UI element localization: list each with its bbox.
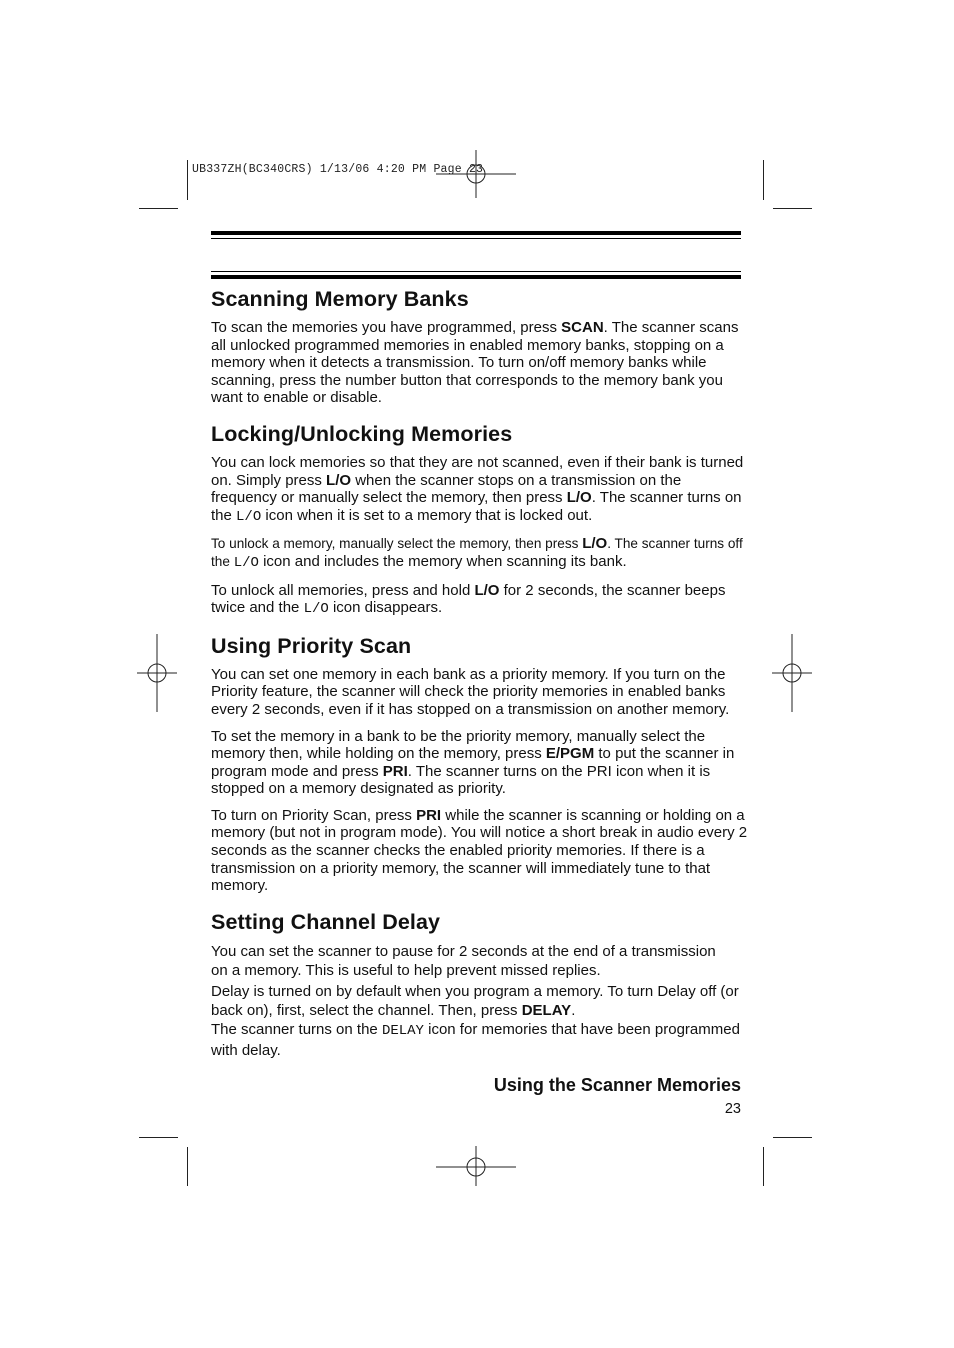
section-locking-unlocking-memories xyxy=(211,422,751,619)
section-heading: Scanning Memory Banks xyxy=(211,287,469,311)
section-scanning-memory-banks xyxy=(211,287,751,407)
registration-mark-left-icon xyxy=(137,634,177,712)
crop-mark-top-right-h xyxy=(773,208,812,209)
crop-mark-bottom-right-v xyxy=(763,1147,764,1186)
section-heading: Locking/Unlocking Memories xyxy=(211,421,513,446)
section-setting-channel-delay xyxy=(211,910,751,1060)
registration-mark-top-icon xyxy=(436,150,516,198)
section-heading: Setting Channel Delay xyxy=(211,909,441,934)
header-rule-top-thin xyxy=(211,238,741,239)
section-heading: Using Priority Scan xyxy=(211,633,412,658)
registration-mark-right-icon xyxy=(772,634,812,712)
paragraph: You can set one memory in each bank as a priority memory. If you turn on the Priority feature, the scanner will check the priority memories in enabled banks every 2 seconds, even if it has stopped on a transmission on another memory. xyxy=(211,665,730,718)
paragraph: To unlock all memories, press and hold L/O for 2 seconds, the scanner beeps twice and the L/O icon disappears. xyxy=(211,581,726,618)
chapter-footer-title: Using the Scanner Memories xyxy=(493,1075,741,1095)
crop-mark-bottom-right-h xyxy=(773,1137,812,1138)
section-using-priority-scan xyxy=(211,634,751,895)
crop-mark-top-left-v xyxy=(187,160,188,200)
paragraph: Delay is turned on by default when you program a memory. To turn Delay off (or back on), first, select the channel. Then, press DELAY. The scanner turns on the DELAY icon for memories that have been programmed with delay. xyxy=(211,982,740,1059)
print-slug: UB337ZH(BC340CRS) 1/13/06 4:20 PM Page 23 xyxy=(192,163,484,176)
header-rule-bottom-thin xyxy=(211,271,741,272)
paragraph: You can set the scanner to pause for 2 seconds at the end of a transmission on a memory. This is useful to help prevent missed replies. xyxy=(211,942,716,979)
crop-mark-bottom-left-h xyxy=(139,1137,178,1138)
header-rule-top-thick xyxy=(211,231,741,235)
header-rule-bottom-thick xyxy=(211,275,741,279)
paragraph: To set the memory in a bank to be the priority memory, manually select the memory then, while holding on the memory, press E/PGM to put the scanner in program mode and press PRI. The scanner turns on the PRI icon when it is stopped on a memory designated as priority. xyxy=(211,727,735,798)
crop-mark-top-right-v xyxy=(763,160,764,200)
registration-mark-bottom-icon xyxy=(436,1146,516,1186)
page-content xyxy=(211,287,751,1075)
paragraph: You can lock memories so that they are not scanned, even if their bank is turned on. Simply press L/O when the scanner stops on a transmission on the frequency or manually select the memory, then press L/O. The scanner turns on the L/O icon when it is set to a memory that is locked out. xyxy=(211,453,744,525)
paragraph: To scan the memories you have programmed, press SCAN. The scanner scans all unlocked programmed memories in enabled memory banks, stopping on a memory when it detects a transmission. To turn on/off memory banks while scanning, press the number button that corresponds to the memory bank you want to enable or disable. xyxy=(211,319,739,407)
paragraph: To turn on Priority Scan, press PRI while the scanner is scanning or holding on a memory (but not in program mode). You will notice a short break in audio every 2 seconds as the scanner checks the enabled priority memories. If there is a transmission on a priority memory, the scanner will immediately tune to that memory. xyxy=(211,806,748,895)
paragraph: To unlock a memory, manually select the memory, then press L/O. The scanner turns off the L/O icon and includes the memory when scanning its bank. xyxy=(211,535,743,571)
crop-mark-bottom-left-v xyxy=(187,1147,188,1186)
crop-mark-top-left-h xyxy=(139,208,178,209)
page-number: 23 xyxy=(724,1101,741,1117)
